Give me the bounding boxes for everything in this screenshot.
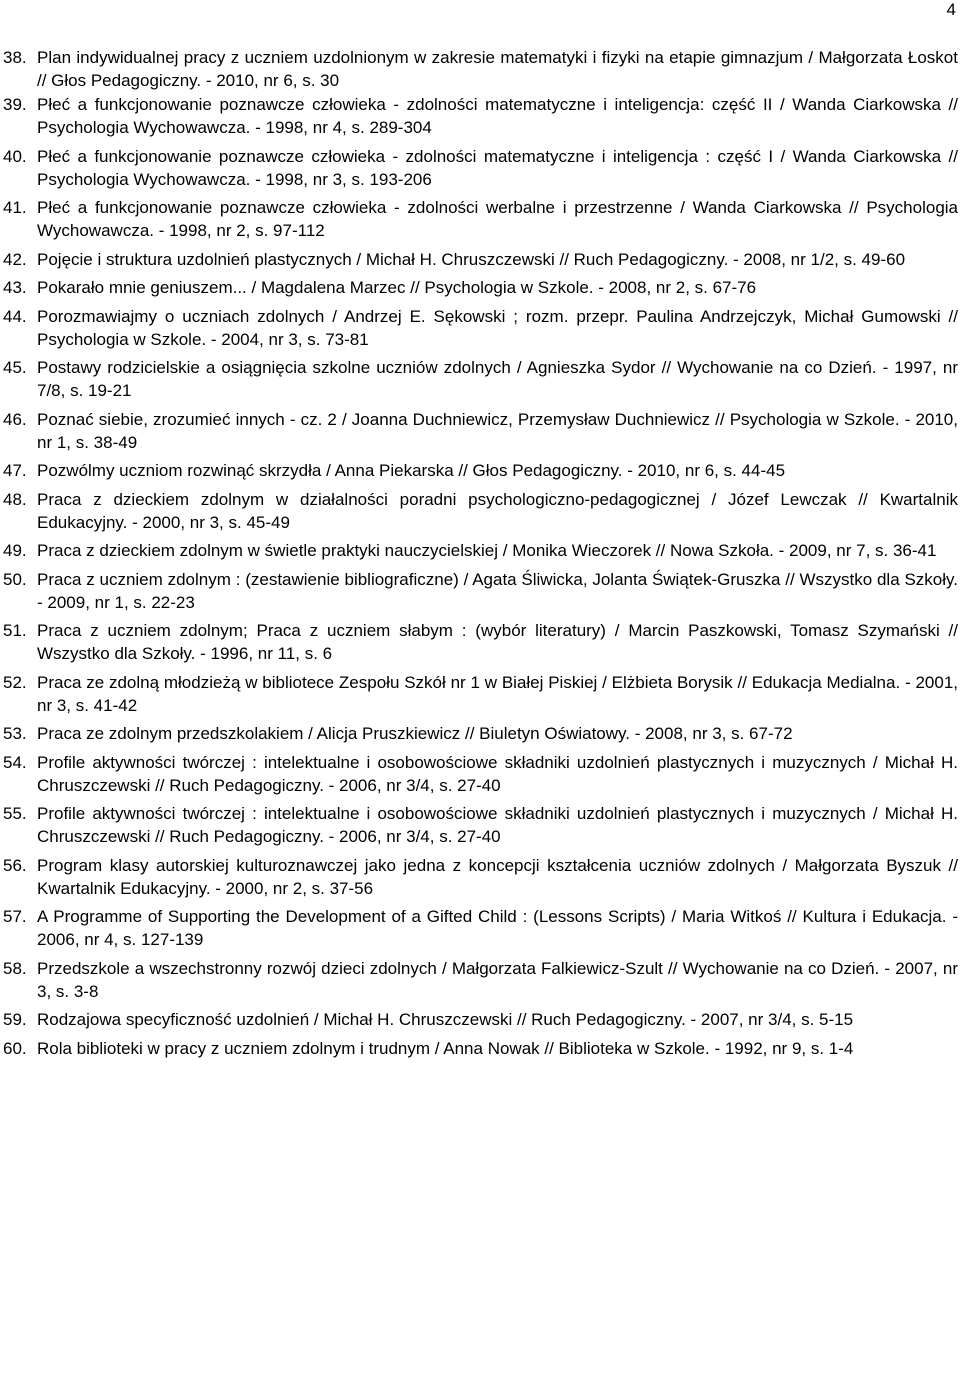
page-number: 4: [946, 0, 956, 19]
bibliography-entry: [3, 905, 958, 951]
entry-number: 60.: [3, 1038, 27, 1058]
entry-citation: Pokarało mnie geniuszem... / Magdalena Marzec // Psychologia w Szkole. - 2008, nr 2, s. 67-76: [37, 278, 757, 297]
entry-number: 38.: [3, 48, 27, 67]
bibliography-entry: [3, 957, 958, 1003]
entry-citation: Praca z dzieckiem zdolnym w działalności poradni psychologiczno-pedagogicznej / Józef Lewczak // Kwartalnik Edukacyjny. - 2000, nr 3, s. 45-49: [37, 489, 958, 532]
entry-citation: Porozmawiajmy o uczniach zdolnych / Andrzej E. Sękowski ; rozm. przepr. Paulina Andrzejczyk, Michał Gumowski // Psychologia w Szkole. - 2004, nr 3, s. 73-81: [37, 306, 958, 349]
bibliography-entry: [3, 1037, 958, 1060]
entry-citation: Praca z uczniem zdolnym; Praca z uczniem słabym : (wybór literatury) / Marcin Paszkowski, Tomasz Szymański // Wszystko dla Szkoły. - 1996, nr 11, s. 6: [37, 621, 958, 663]
entry-citation: Płeć a funkcjonowanie poznawcze człowieka - zdolności matematyczne i inteligencja: część II / Wanda Ciarkowska // Psychologia Wychowawcza. - 1998, nr 4, s. 289-304: [37, 95, 958, 137]
entry-number: 45.: [3, 358, 27, 377]
entry-number: 42.: [3, 249, 27, 269]
entry-number: 39.: [3, 95, 27, 114]
entry-number: 52.: [3, 672, 27, 692]
bibliography-entry: [3, 722, 958, 745]
bibliography-entry: [3, 46, 958, 92]
entry-citation: Program klasy autorskiej kulturoznawczej jako jedna z koncepcji kształcenia uczniów zdolnych / Małgorzata Byszuk // Kwartalnik Edukacyjny. - 2000, nr 2, s. 37-56: [37, 855, 958, 898]
entry-number: 47.: [3, 461, 27, 480]
entry-citation: A Programme of Supporting the Development of a Gifted Child : (Lessons Scripts) / Maria Witkoś // Kultura i Edukacja. - 2006, nr 4, s. 127-139: [37, 907, 958, 949]
bibliography-entry: [3, 248, 958, 271]
entry-number: 40.: [3, 146, 27, 166]
entry-number: 43.: [3, 278, 27, 297]
entry-citation: Pozwólmy uczniom rozwinąć skrzydła / Anna Piekarska // Głos Pedagogiczny. - 2010, nr 6, s. 44-45: [37, 461, 786, 480]
entry-citation: Plan indywidualnej pracy z uczniem uzdolnionym w zakresie matematyki i fizyki na etapie gimnazjum / Małgorzata Łoskot // Głos Pedagogiczny. - 2010, nr 6, s. 30: [37, 48, 958, 90]
entry-citation: Płeć a funkcjonowanie poznawcze człowieka - zdolności matematyczne i inteligencja : część I / Wanda Ciarkowska // Psychologia Wychowawcza. - 1998, nr 3, s. 193-206: [37, 146, 958, 189]
bibliography-entry: [3, 539, 958, 562]
bibliography-entry: [3, 276, 958, 299]
entry-number: 56.: [3, 855, 27, 875]
entry-number: 46.: [3, 409, 27, 429]
bibliography-entry: [3, 619, 958, 665]
bibliography-entry: [3, 854, 958, 900]
entry-number: 55.: [3, 804, 27, 823]
bibliography-entry: [3, 488, 958, 534]
entry-number: 49.: [3, 541, 27, 560]
entry-number: 54.: [3, 752, 27, 772]
entry-citation: Pojęcie i struktura uzdolnień plastycznych / Michał H. Chruszczewski // Ruch Pedagogiczny. - 2008, nr 1/2, s. 49-60: [37, 249, 906, 269]
entry-citation: Przedszkole a wszechstronny rozwój dzieci zdolnych / Małgorzata Falkiewicz-Szult // Wychowanie na co Dzień. - 2007, nr 3, s. 3-8: [37, 958, 958, 1001]
entry-number: 44.: [3, 306, 27, 326]
entry-number: 41.: [3, 198, 27, 217]
entry-number: 48.: [3, 489, 27, 509]
bibliography-entry: [3, 145, 958, 191]
entry-number: 59.: [3, 1010, 27, 1029]
entry-number: 51.: [3, 621, 27, 640]
entry-citation: Rola biblioteki w pracy z uczniem zdolnym i trudnym / Anna Nowak // Biblioteka w Szkole. - 1992, nr 9, s. 1-4: [37, 1038, 854, 1058]
entry-citation: Praca z dzieckiem zdolnym w świetle praktyki nauczycielskiej / Monika Wieczorek // Nowa Szkoła. - 2009, nr 7, s. 36-41: [37, 541, 937, 560]
entry-citation: Poznać siebie, zrozumieć innych - cz. 2 / Joanna Duchniewicz, Przemysław Duchniewicz // Psychologia w Szkole. - 2010, nr 1, s. 38-49: [37, 409, 958, 452]
entry-citation: Praca ze zdolną młodzieżą w bibliotece Zespołu Szkół nr 1 w Białej Piskiej / Elżbieta Borysik // Edukacja Medialna. - 2001, nr 3, s. 41-42: [37, 672, 958, 715]
bibliography-entry: [3, 1008, 958, 1031]
entry-citation: Praca ze zdolnym przedszkolakiem / Alicja Pruszkiewicz // Biuletyn Oświatowy. - 2008, nr 3, s. 67-72: [37, 724, 793, 743]
bibliography-entry: [3, 356, 958, 402]
entry-number: 50.: [3, 569, 27, 589]
bibliography-entry: [3, 459, 958, 482]
entry-citation: Rodzajowa specyficzność uzdolnień / Michał H. Chruszczewski // Ruch Pedagogiczny. - 2007, nr 3/4, s. 5-15: [37, 1010, 854, 1029]
entry-citation: Profile aktywności twórczej : intelektualne i osobowościowe składniki uzdolnień plastycznych i muzycznych / Michał H. Chruszczewski // Ruch Pedagogiczny. - 2006, nr 3/4, s. 27-40: [37, 804, 958, 846]
bibliography-entry: [3, 671, 958, 717]
bibliography-list: [3, 46, 958, 1065]
bibliography-entry: [3, 568, 958, 614]
entry-number: 57.: [3, 907, 27, 926]
entry-citation: Płeć a funkcjonowanie poznawcze człowieka - zdolności werbalne i przestrzenne / Wanda Ciarkowska // Psychologia Wychowawcza. - 1998, nr 2, s. 97-112: [37, 198, 958, 240]
bibliography-entry: [3, 196, 958, 242]
entry-number: 53.: [3, 724, 27, 743]
bibliography-entry: [3, 408, 958, 454]
bibliography-entry: [3, 305, 958, 351]
entry-citation: Postawy rodzicielskie a osiągnięcia szkolne uczniów zdolnych / Agnieszka Sydor // Wychowanie na co Dzień. - 1997, nr 7/8, s. 19-21: [37, 358, 958, 400]
entry-number: 58.: [3, 958, 27, 978]
entry-citation: Praca z uczniem zdolnym : (zestawienie bibliograficzne) / Agata Śliwicka, Jolanta Świątek-Gruszka // Wszystko dla Szkoły. - 2009, nr 1, s. 22-23: [37, 569, 958, 612]
entry-citation: Profile aktywności twórczej : intelektualne i osobowościowe składniki uzdolnień plastycznych i muzycznych / Michał H. Chruszczewski // Ruch Pedagogiczny. - 2006, nr 3/4, s. 27-40: [37, 752, 958, 795]
bibliography-entry: [3, 802, 958, 848]
bibliography-entry: [3, 93, 958, 139]
bibliography-entry: [3, 751, 958, 797]
